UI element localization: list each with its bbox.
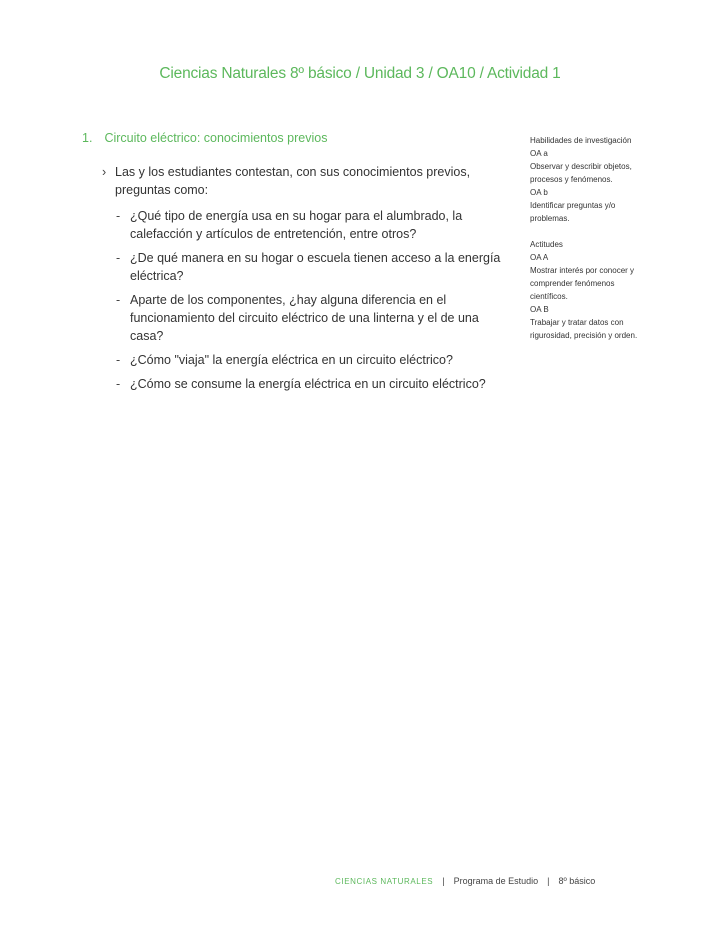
footer-subject: CIENCIAS NATURALES [335,877,434,886]
attitudes-item: OA A [530,253,549,262]
skills-heading: Habilidades de investigación [530,136,632,145]
lead-text: Las y los estudiantes contestan, con sus conocimientos previos, preguntas como: [115,165,471,197]
footer-separator: | [547,876,550,886]
dash-bullet-icon: - [116,209,121,223]
skills-item: OA a [530,149,548,158]
skills-item: OA b [530,188,548,197]
activity-content [82,131,512,399]
dash-bullet-icon: - [116,251,121,265]
section-heading [82,131,512,145]
section-title: Circuito eléctrico: conocimientos previos [104,131,328,145]
lead-paragraph [82,163,505,199]
skills-block [530,134,640,225]
footer-separator: | [442,876,445,886]
dash-bullet-icon: - [116,353,121,367]
dash-bullet-icon: - [116,377,121,391]
attitudes-item: Mostrar interés por conocer y comprender fenómenos científicos. [530,266,635,301]
skills-item: Identificar preguntas y/o problemas. [530,201,616,223]
list-item: - ¿Qué tipo de energía usa en su hogar para el alumbrado, la calefacción y artículos de entretención, entre otros? [116,209,463,241]
section-number: 1. [82,131,93,145]
dash-bullet-icon: - [116,293,121,307]
footer-grade: 8º básico [558,876,596,886]
attitudes-heading: Actitudes [530,240,563,249]
page-footer [335,876,595,886]
list-item: - ¿Cómo se consume la energía eléctrica en un circuito eléctrico? [116,377,486,391]
attitudes-item: Trabajar y tratar datos con rigurosidad, precisión y orden. [530,318,638,340]
sidebar-objectives [530,134,640,355]
list-item: - Aparte de los componentes, ¿hay alguna diferencia en el funcionamiento del circuito eléctrico de una linterna y el de una casa? [116,293,479,343]
list-item: - ¿De qué manera en su hogar o escuela tienen acceso a la energía eléctrica? [116,251,501,283]
attitudes-block [530,238,640,342]
skills-item: Observar y describir objetos, procesos y fenómenos. [530,162,632,184]
attitudes-item: OA B [530,305,549,314]
questions-list [82,207,512,393]
chevron-right-icon: › [102,165,107,179]
footer-program: Programa de Estudio [453,876,539,886]
page-title: Ciencias Naturales 8º básico / Unidad 3 / OA10 / Actividad 1 [159,65,561,82]
list-item: - ¿Cómo "viaja" la energía eléctrica en un circuito eléctrico? [116,353,453,367]
